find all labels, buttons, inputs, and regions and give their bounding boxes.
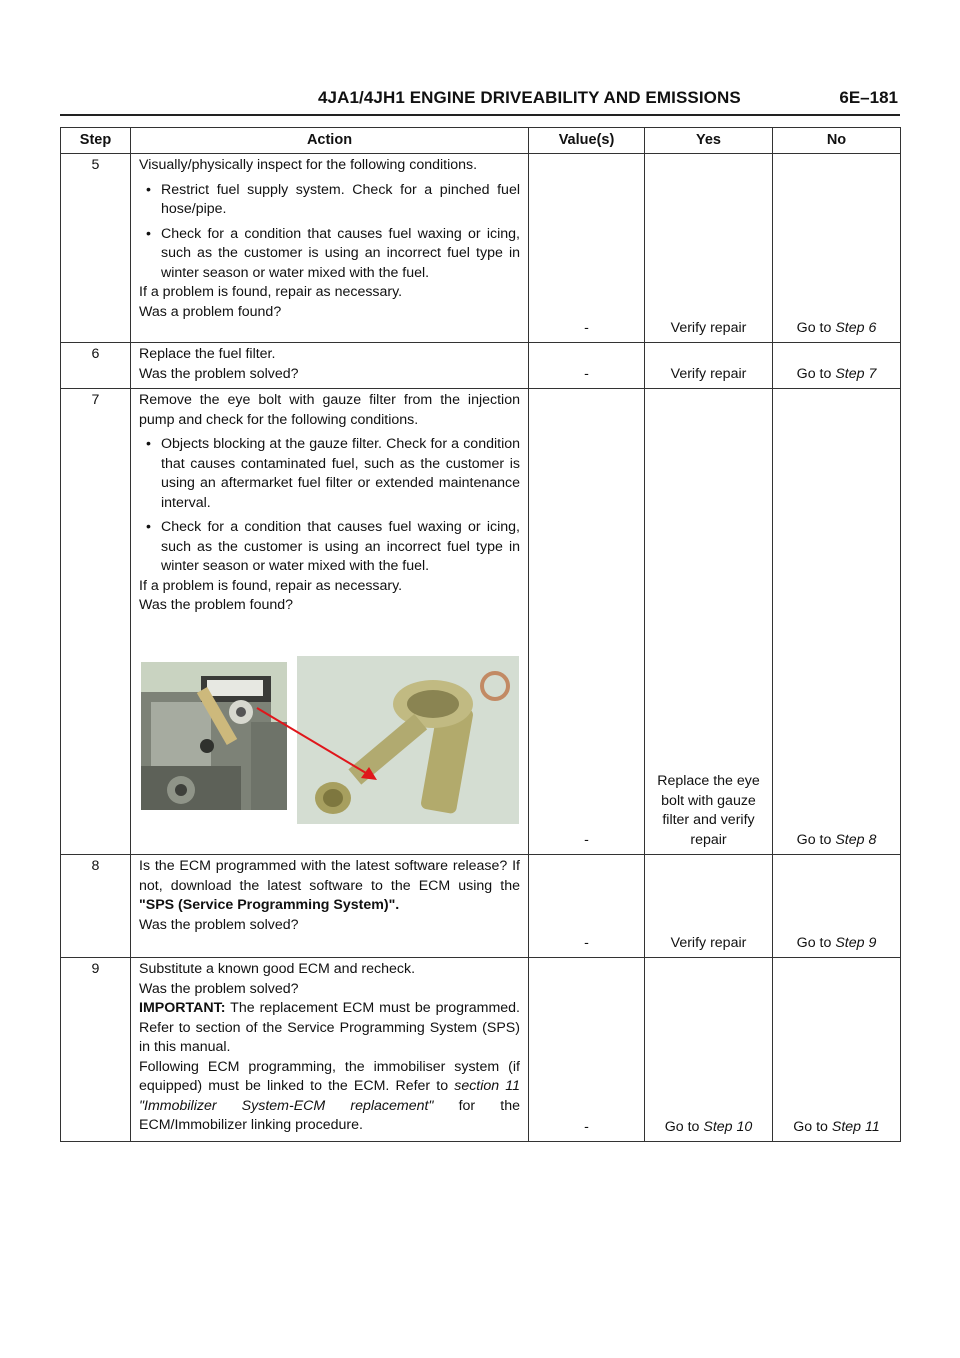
step-link[interactable]: Step 8 — [835, 831, 877, 848]
important-note — [139, 999, 520, 1058]
column-header-action: Action — [131, 128, 529, 154]
column-header-no: No — [773, 128, 901, 154]
table-row-step-8 — [61, 855, 901, 958]
action-intro: Visually/physically inspect for the following conditions. — [139, 157, 478, 173]
action-cell — [131, 389, 529, 855]
step-number: 6 — [61, 343, 131, 389]
action-question: Was the problem found? — [139, 597, 294, 613]
action-question: Was the problem solved? — [139, 980, 299, 997]
action-text: Is the ECM programmed with the latest software release? If not, download the latest software to the ECM using the — [139, 858, 520, 894]
action-bullet: • Check for a condition that causes fuel waxing or icing, such as the customer is using an incorrect fuel type in winter season or water mixed with the fuel. — [139, 225, 520, 284]
yes-cell — [645, 958, 773, 1142]
yes-cell: Replace the eye bolt with gauze filter and verify repair — [645, 389, 773, 855]
step-link[interactable]: Step 11 — [831, 1118, 880, 1135]
section-reference: section 11 "Immobilizer System-ECM replacement" — [139, 1078, 521, 1114]
no-prefix: Go to — [793, 1118, 832, 1135]
step-link[interactable]: Step 7 — [835, 365, 877, 382]
no-cell — [773, 389, 901, 855]
step-number: 7 — [61, 389, 131, 855]
action-intro: Remove the eye bolt with gauze filter from the injection pump and check for the following conditions. — [139, 392, 520, 428]
action-line: Substitute a known good ECM and recheck. — [139, 961, 416, 977]
table-row-step-9 — [61, 958, 901, 1142]
action-bullet: • Check for a condition that causes fuel waxing or icing, such as the customer is using an incorrect fuel type in winter season or water mixed with the fuel. — [139, 518, 520, 577]
step-link[interactable]: Step 10 — [703, 1118, 753, 1135]
action-cell — [131, 154, 529, 343]
important-label: IMPORTANT: — [139, 1000, 226, 1016]
step-link[interactable]: Step 6 — [835, 319, 877, 336]
action-line: If a problem is found, repair as necessary. — [139, 577, 403, 594]
value-cell: - — [529, 855, 645, 958]
value-cell: - — [529, 389, 645, 855]
action-bullet: • Restrict fuel supply system. Check for a pinched fuel hose/pipe. — [139, 181, 520, 220]
action-line: Replace the fuel filter. — [139, 346, 276, 362]
action-line: If a problem is found, repair as necessary. — [139, 284, 403, 300]
sps-reference: "SPS (Service Programming System)". — [139, 897, 400, 913]
page-title: 4JA1/4JH1 ENGINE DRIVEABILITY AND EMISSIONS — [318, 88, 741, 107]
step-link[interactable]: Step 9 — [835, 934, 877, 951]
action-cell — [131, 343, 529, 389]
no-prefix: Go to — [796, 365, 836, 382]
table-row-step-6 — [61, 343, 901, 389]
step-number: 9 — [61, 958, 131, 1142]
action-cell — [131, 958, 529, 1142]
no-cell — [773, 343, 901, 389]
follow-text-a: Following ECM programming, the immobiliser system (if equipped) must be linked to the ECM. Refer to — [139, 1058, 520, 1094]
yes-cell: Verify repair — [645, 855, 773, 958]
photo-row — [139, 656, 520, 836]
table-header-row — [61, 128, 901, 154]
pointer-arrow-icon — [139, 656, 529, 836]
follow-up-note — [139, 1058, 520, 1136]
value-cell: - — [529, 958, 645, 1142]
page-number: 6E–181 — [839, 88, 898, 107]
table-row-step-7 — [61, 389, 901, 855]
value-cell: - — [529, 343, 645, 389]
no-prefix: Go to — [796, 831, 836, 848]
action-cell — [131, 855, 529, 958]
step-number: 5 — [61, 154, 131, 343]
important-text: The replacement ECM must be programmed. Refer to section of the Service Programming System (SPS) in this manual. — [139, 1000, 520, 1055]
yes-prefix: Go to — [664, 1118, 704, 1135]
step-number: 8 — [61, 855, 131, 958]
no-prefix: Go to — [796, 934, 836, 951]
diagnostic-table — [60, 127, 901, 1142]
table-row-step-5 — [61, 154, 901, 343]
action-question: Was the problem solved? — [139, 916, 299, 933]
follow-text-b: for the ECM/Immobilizer linking procedure. — [139, 1097, 520, 1133]
column-header-step: Step — [61, 128, 131, 154]
action-question: Was a problem found? — [139, 303, 282, 320]
no-cell — [773, 154, 901, 343]
yes-cell: Verify repair — [645, 343, 773, 389]
action-paragraph — [139, 857, 520, 916]
page-header — [60, 86, 900, 112]
column-header-values: Value(s) — [529, 128, 645, 154]
column-header-yes: Yes — [645, 128, 773, 154]
no-cell — [773, 855, 901, 958]
action-bullet: • Objects blocking at the gauze filter. Check for a condition that causes contaminated fuel, such as the customer is using an aftermarket fuel filter or extended maintenance interval. — [139, 435, 520, 513]
header-rule — [60, 114, 900, 116]
no-prefix: Go to — [796, 319, 836, 336]
value-cell: - — [529, 154, 645, 343]
action-question: Was the problem solved? — [139, 365, 299, 382]
yes-cell: Verify repair — [645, 154, 773, 343]
no-cell — [773, 958, 901, 1142]
